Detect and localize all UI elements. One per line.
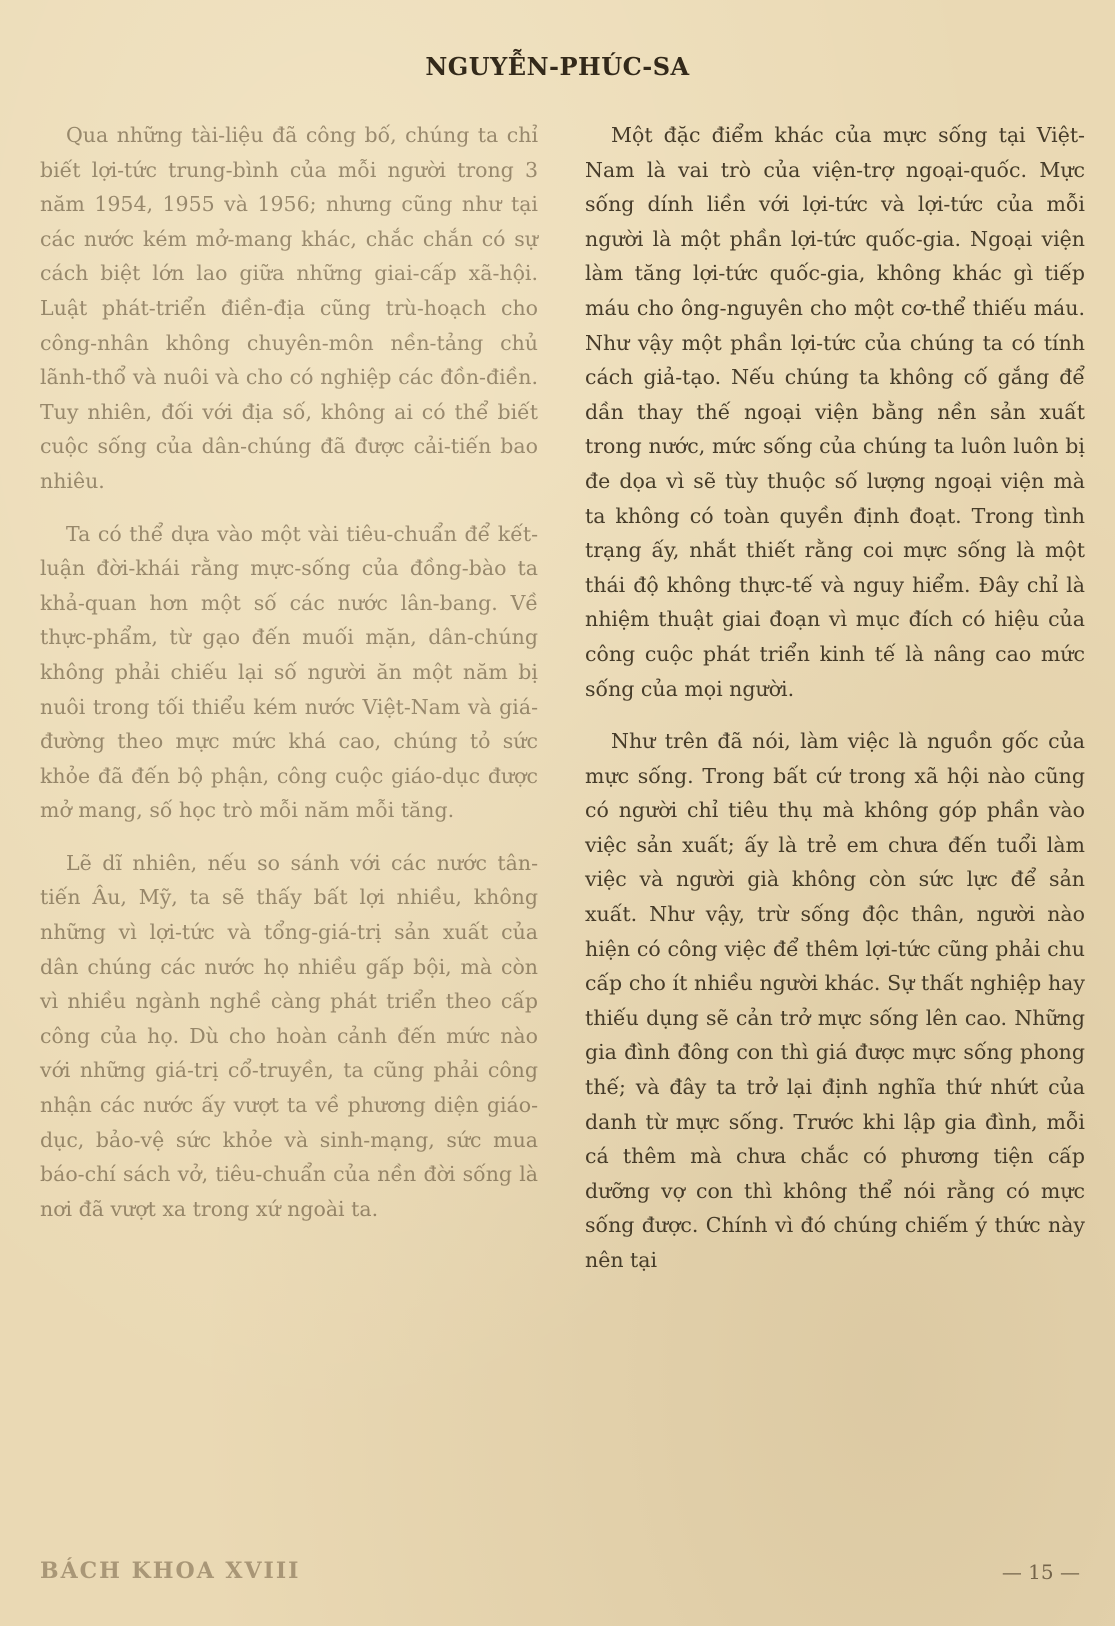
paragraph: Ta có thể dựa vào một vài tiêu-chuẩn để kết-luận đời-khái rằng mực-sống của đồng-bào ta khả-quan hơn một số các nước lân-bang. Về thực-phẩm, từ gạo đến muối mặn, dân-chúng không phải chiếu lại số người ăn một năm bị nuôi trong tối thiểu kém nước Việt-Nam và giá-đường theo mực mức khá cao, chúng tỏ sức khỏe đã đến bộ phận, công cuộc giáo-dục được mở mang, số học trò mỗi năm mỗi tăng. <box>40 521 538 823</box>
paragraph: Qua những tài-liệu đã công bố, chúng ta chỉ biết lợi-tức trung-bình của mỗi người trong 3 năm 1954, 1955 và 1956; nhưng cũng như tại các nước kém mở-mang khác, chắc chắn có sự cách biệt lớn lao giữa những giai-cấp xã-hội. Luật phát-triển điền-địa cũng trù-hoạch cho công-nhân không chuyên-môn nền-tảng chủ lãnh-thổ và nuôi và cho có nghiệp các đồn-điền. Tuy nhiên, đối với địa số, không ai có thể biết cuộc sống của dân-chúng đã được cải-tiến bao nhiêu. <box>40 123 538 493</box>
right-text-column <box>585 118 1085 1296</box>
article-author-heading: NGUYỄN-PHÚC-SA <box>425 52 690 81</box>
paragraph: Một đặc điểm khác của mực sống tại Việt-Nam là vai trò của viện-trợ ngoại-quốc. Mực sống dính liền với lợi-tức và lợi-tức của mỗi người là một phần lợi-tức quốc-gia. Ngoại viện làm tăng lợi-tức quốc-gia, không khác gì tiếp máu cho ông-nguyên cho một cơ-thể thiếu máu. Như vậy một phần lợi-tức của chúng ta có tính cách giả-tạo. Nếu chúng ta không cố gắng để dần thay thế ngoại viện bằng nền sản xuất trong nước, mức sống của chúng ta luôn luôn bị đe dọa vì sẽ tùy thuộc số lượng ngoại viện mà ta không có toàn quyền định đoạt. Trong tình trạng ấy, nhắt thiết rằng coi mực sống là một thái độ không thực-tế và nguy hiểm. Đây chỉ là nhiệm thuật giai đoạn vì mục đích có hiệu của công cuộc phát triển kinh tế là nâng cao mức sống của mọi người. <box>585 123 1085 701</box>
paragraph: Lẽ dĩ nhiên, nếu so sánh với các nước tân-tiến Âu, Mỹ, ta sẽ thấy bất lợi nhiều, không những vì lợi-tức và tổng-giá-trị sản xuất của dân chúng các nước họ nhiều gấp bội, mà còn vì nhiều ngành nghề càng phát triển theo cấp công của họ. Dù cho hoàn cảnh đến mức nào với những giá-trị cổ-truyền, ta cũng phải công nhận các nước ấy vượt ta về phương diện giáo-dục, bảo-vệ sức khỏe và sinh-mạng, sức mua báo-chí sách vở, tiêu-chuẩn của nền đời sống là nơi đã vượt xa trong xứ ngoài ta. <box>40 850 538 1221</box>
paragraph: Như trên đã nói, làm việc là nguồn gốc của mực sống. Trong bất cứ trong xã hội nào cũng có người chỉ tiêu thụ mà không góp phần vào việc sản xuất; ấy là trẻ em chưa đến tuổi làm việc và người già không còn sức lực để sản xuất. Như vậy, trừ sống độc thân, người nào hiện có công việc để thêm lợi-tức cũng phải chu cấp cho ít nhiều người khác. Sự thất nghiệp hay thiếu dụng sẽ cản trở mực sống lên cao. Những gia đình đông con thì giá được mực sống phong thế; và đây ta trở lại định nghĩa thứ nhứt của danh từ mực sống. Trước khi lập gia đình, mỗi cá thêm mà chưa chắc có phương tiện cấp dưỡng vợ con thì không thể nói rằng có mực sống được. Chính vì đó chúng chiếm ý thức này nên tại <box>585 729 1085 1272</box>
page-number: — 15 — <box>1001 1560 1080 1584</box>
publication-name: BÁCH KHOA XVIII <box>40 1558 301 1584</box>
left-text-column <box>40 118 538 1244</box>
